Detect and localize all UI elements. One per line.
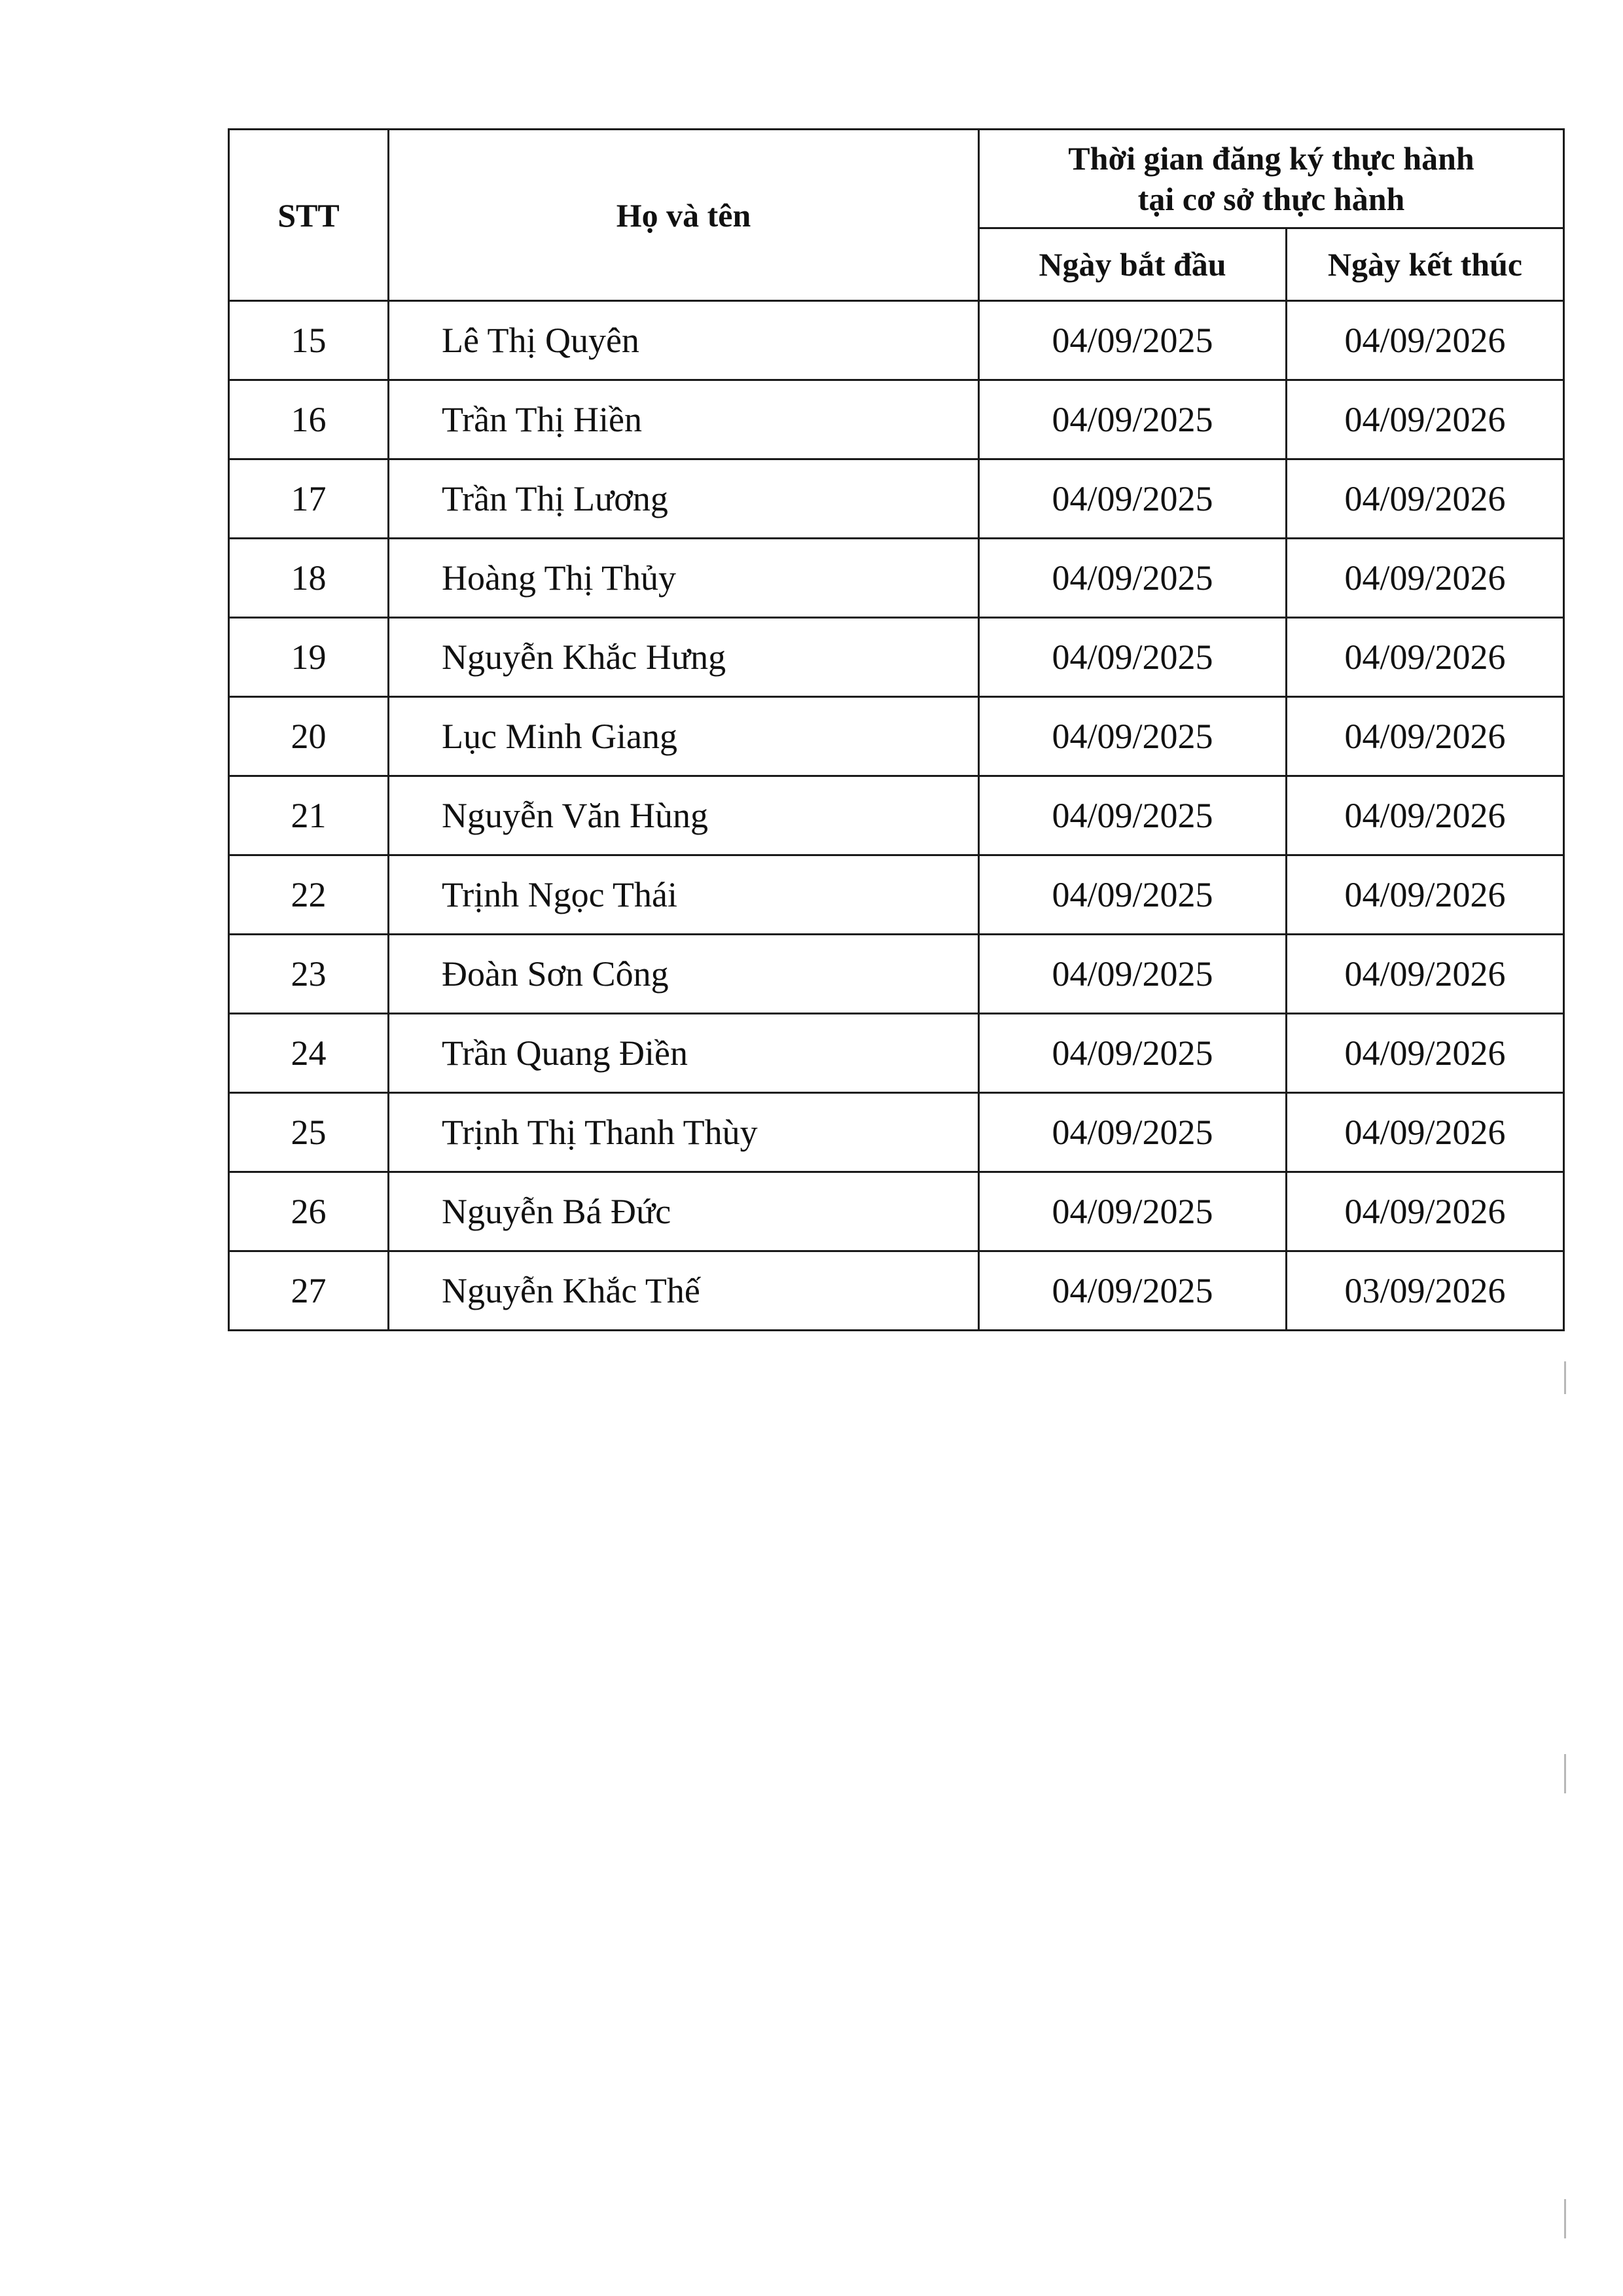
cell-end-date: 04/09/2026 xyxy=(1287,1093,1564,1172)
cell-name: Trịnh Thị Thanh Thùy xyxy=(389,1093,979,1172)
cell-end-date: 04/09/2026 xyxy=(1287,539,1564,618)
cell-end-date: 04/09/2026 xyxy=(1287,1172,1564,1251)
header-stt: STT xyxy=(229,130,389,301)
cell-end-date: 04/09/2026 xyxy=(1287,301,1564,380)
table-row xyxy=(229,776,1564,855)
table-header xyxy=(229,130,1564,301)
table-body xyxy=(229,301,1564,1331)
table-row xyxy=(229,380,1564,459)
table-row xyxy=(229,1093,1564,1172)
cell-stt: 23 xyxy=(229,935,389,1014)
cell-stt: 21 xyxy=(229,776,389,855)
scan-margin-mark xyxy=(1564,1361,1566,1394)
cell-stt: 24 xyxy=(229,1014,389,1093)
cell-start-date: 04/09/2025 xyxy=(979,459,1287,539)
cell-end-date: 04/09/2026 xyxy=(1287,618,1564,697)
cell-name: Nguyễn Khắc Hưng xyxy=(389,618,979,697)
cell-end-date: 04/09/2026 xyxy=(1287,855,1564,935)
cell-start-date: 04/09/2025 xyxy=(979,301,1287,380)
cell-name: Trịnh Ngọc Thái xyxy=(389,855,979,935)
scan-margin-mark xyxy=(1564,1754,1566,1793)
cell-end-date: 03/09/2026 xyxy=(1287,1251,1564,1331)
cell-name: Nguyễn Khắc Thế xyxy=(389,1251,979,1331)
table-row xyxy=(229,1014,1564,1093)
cell-name: Nguyễn Văn Hùng xyxy=(389,776,979,855)
cell-stt: 27 xyxy=(229,1251,389,1331)
cell-stt: 18 xyxy=(229,539,389,618)
cell-stt: 25 xyxy=(229,1093,389,1172)
cell-end-date: 04/09/2026 xyxy=(1287,697,1564,776)
cell-start-date: 04/09/2025 xyxy=(979,1093,1287,1172)
cell-name: Trần Quang Điền xyxy=(389,1014,979,1093)
table-row xyxy=(229,1251,1564,1331)
cell-end-date: 04/09/2026 xyxy=(1287,776,1564,855)
cell-stt: 22 xyxy=(229,855,389,935)
table-row xyxy=(229,1172,1564,1251)
table-row xyxy=(229,618,1564,697)
cell-start-date: 04/09/2025 xyxy=(979,935,1287,1014)
cell-name: Lê Thị Quyên xyxy=(389,301,979,380)
table-row xyxy=(229,539,1564,618)
cell-start-date: 04/09/2025 xyxy=(979,1251,1287,1331)
cell-start-date: 04/09/2025 xyxy=(979,1014,1287,1093)
cell-name: Đoàn Sơn Công xyxy=(389,935,979,1014)
header-group-line-2: tại cơ sở thực hành xyxy=(1137,181,1405,217)
header-group-line-1: Thời gian đăng ký thực hành xyxy=(1068,140,1474,177)
cell-end-date: 04/09/2026 xyxy=(1287,935,1564,1014)
cell-stt: 15 xyxy=(229,301,389,380)
cell-end-date: 04/09/2026 xyxy=(1287,459,1564,539)
cell-start-date: 04/09/2025 xyxy=(979,697,1287,776)
table-row xyxy=(229,459,1564,539)
table-row xyxy=(229,935,1564,1014)
table-row xyxy=(229,697,1564,776)
cell-start-date: 04/09/2025 xyxy=(979,380,1287,459)
scan-margin-mark xyxy=(1564,2199,1566,2238)
cell-end-date: 04/09/2026 xyxy=(1287,1014,1564,1093)
cell-start-date: 04/09/2025 xyxy=(979,776,1287,855)
cell-start-date: 04/09/2025 xyxy=(979,539,1287,618)
cell-name: Hoàng Thị Thủy xyxy=(389,539,979,618)
cell-name: Trần Thị Hiền xyxy=(389,380,979,459)
cell-stt: 20 xyxy=(229,697,389,776)
table-row xyxy=(229,855,1564,935)
header-name: Họ và tên xyxy=(389,130,979,301)
cell-start-date: 04/09/2025 xyxy=(979,618,1287,697)
header-end-date: Ngày kết thúc xyxy=(1287,228,1564,301)
cell-stt: 17 xyxy=(229,459,389,539)
header-registration-period xyxy=(979,130,1564,228)
cell-stt: 19 xyxy=(229,618,389,697)
cell-start-date: 04/09/2025 xyxy=(979,1172,1287,1251)
cell-stt: 16 xyxy=(229,380,389,459)
cell-start-date: 04/09/2025 xyxy=(979,855,1287,935)
cell-name: Lục Minh Giang xyxy=(389,697,979,776)
registration-table xyxy=(228,128,1565,1331)
table-row xyxy=(229,301,1564,380)
cell-name: Nguyễn Bá Đức xyxy=(389,1172,979,1251)
cell-name: Trần Thị Lương xyxy=(389,459,979,539)
cell-stt: 26 xyxy=(229,1172,389,1251)
header-start-date: Ngày bắt đầu xyxy=(979,228,1287,301)
cell-end-date: 04/09/2026 xyxy=(1287,380,1564,459)
